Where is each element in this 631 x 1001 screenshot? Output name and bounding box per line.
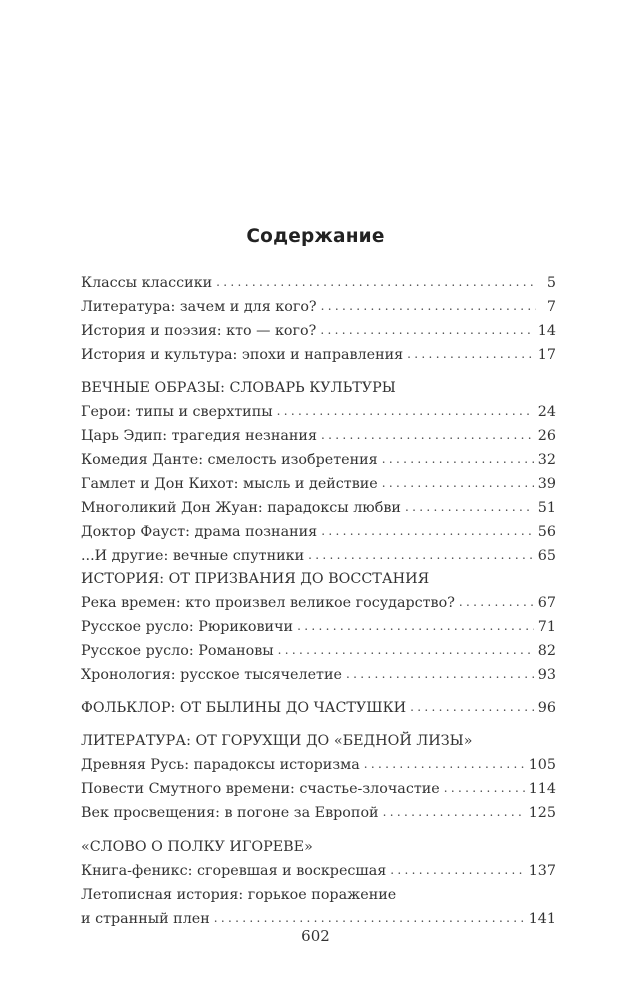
- toc-entry-label: Древняя Русь: парадоксы историзма: [81, 757, 360, 773]
- toc-entry[interactable]: [81, 344, 556, 366]
- dot-leader: [320, 319, 533, 341]
- dot-leader: [308, 544, 534, 566]
- dot-leader: [390, 859, 524, 881]
- toc-entry-label: и странный плен: [81, 911, 210, 927]
- dot-leader: [382, 472, 534, 494]
- dot-leader: [407, 343, 534, 365]
- toc-entry[interactable]: [81, 778, 556, 800]
- toc-entry[interactable]: [81, 664, 556, 686]
- dot-leader: [346, 663, 534, 685]
- toc-entry-label: Хронология: русское тысячелетие: [81, 667, 342, 683]
- toc-entry-label: Гамлет и Дон Кихот: мысль и действие: [81, 476, 378, 492]
- toc-entry-page: 51: [537, 500, 556, 516]
- toc-entry[interactable]: [81, 473, 556, 495]
- toc-entry-label: История и поэзия: кто — кого?: [81, 323, 317, 339]
- toc-entry[interactable]: [81, 320, 556, 342]
- dot-leader: [383, 801, 525, 823]
- toc-entry-label: Литература: зачем и для кого?: [81, 299, 317, 315]
- toc-entry-label: Комедия Данте: смелость изобретения: [81, 452, 378, 468]
- toc-entry-label: Русское русло: Рюриковичи: [81, 619, 294, 635]
- toc-entry-label: Многоликий Дон Жуан: парадоксы любви: [81, 500, 401, 516]
- toc-entry[interactable]: [81, 449, 556, 471]
- dot-leader: [278, 639, 534, 661]
- toc-entry-label: Книга-феникс: сгоревшая и воскресшая: [81, 863, 387, 879]
- dot-leader: [382, 448, 534, 470]
- toc-entry-page: 65: [537, 548, 556, 564]
- toc-entry-page: 56: [537, 524, 556, 540]
- toc-entry-label: Русское русло: Романовы: [81, 643, 274, 659]
- section-heading[interactable]: «СЛОВО О ПОЛКУ ИГОРЕВЕ»: [81, 839, 313, 855]
- dot-leader: [277, 400, 534, 422]
- toc-entry-label: Доктор Фауст: драма познания: [81, 524, 318, 540]
- toc-entry[interactable]: [81, 401, 556, 423]
- toc-entry-label-line1[interactable]: Летописная история: горькое поражение: [81, 887, 397, 903]
- toc-entry-page: 39: [537, 476, 556, 492]
- toc-section-entry[interactable]: [81, 697, 556, 719]
- dot-leader: [410, 696, 534, 718]
- dot-leader: [459, 591, 534, 613]
- dot-leader: [321, 295, 536, 317]
- toc-entry-page: 141: [528, 911, 556, 927]
- toc-entry-page: 26: [537, 428, 556, 444]
- toc-entry-label: Царь Эдип: трагедия незнания: [81, 428, 317, 444]
- toc-entry[interactable]: [81, 521, 556, 543]
- dot-leader: [216, 271, 536, 293]
- toc-entry-label: Река времен: кто произвел великое государство?: [81, 595, 455, 611]
- toc-entry-label: ...И другие: вечные спутники: [81, 548, 305, 564]
- toc-entry-page: 125: [528, 805, 556, 821]
- toc-entry[interactable]: [81, 860, 556, 882]
- dot-leader: [364, 753, 525, 775]
- section-heading[interactable]: ВЕЧНЫЕ ОБРАЗЫ: СЛОВАРЬ КУЛЬТУРЫ: [81, 380, 396, 396]
- dot-leader: [321, 520, 534, 542]
- toc-entry-label: Классы классики: [81, 275, 213, 291]
- toc-entry[interactable]: [81, 296, 556, 318]
- dot-leader: [297, 615, 534, 637]
- toc-entry-page: 7: [546, 299, 556, 315]
- toc-entry-page: 93: [537, 667, 556, 683]
- toc-entry[interactable]: [81, 592, 556, 614]
- dot-leader: [214, 907, 525, 929]
- section-heading[interactable]: ЛИТЕРАТУРА: ОТ ГОРУХЩИ ДО «БЕДНОЙ ЛИЗЫ»: [81, 733, 473, 749]
- toc-entry-page: 17: [537, 347, 556, 363]
- toc-entry[interactable]: [81, 545, 556, 567]
- toc-entry-label: Век просвещения: в погоне за Европой: [81, 805, 379, 821]
- toc-entry[interactable]: [81, 616, 556, 638]
- toc-entry-page: 67: [537, 595, 556, 611]
- toc-entry[interactable]: [81, 497, 556, 519]
- toc-entry[interactable]: [81, 425, 556, 447]
- toc-entry-label: ФОЛЬКЛОР: ОТ БЫЛИНЫ ДО ЧАСТУШКИ: [81, 700, 407, 716]
- dot-leader: [444, 777, 525, 799]
- toc-entry-page: 32: [537, 452, 556, 468]
- toc-entry-page: 24: [537, 404, 556, 420]
- page-number: 602: [301, 927, 330, 945]
- toc-entry-page: 82: [537, 643, 556, 659]
- toc-entry[interactable]: [81, 272, 556, 294]
- toc-entry-page: 5: [546, 275, 556, 291]
- toc-entry-page: 137: [528, 863, 556, 879]
- page-title: Содержание: [246, 226, 385, 247]
- toc-entry[interactable]: [81, 640, 556, 662]
- dot-leader: [321, 424, 534, 446]
- toc-entry-label: Повести Смутного времени: счастье-злочастие: [81, 781, 440, 797]
- toc-entry-page: 71: [537, 619, 556, 635]
- toc-entry-page: 105: [528, 757, 556, 773]
- toc-entry-page: 114: [528, 781, 556, 797]
- toc-entry[interactable]: [81, 754, 556, 776]
- toc-entry-label: Герои: типы и сверхтипы: [81, 404, 273, 420]
- toc-entry[interactable]: [81, 802, 556, 824]
- toc-entry-page: 14: [537, 323, 556, 339]
- dot-leader: [405, 496, 534, 518]
- toc-entry-label: История и культура: эпохи и направления: [81, 347, 404, 363]
- section-heading[interactable]: ИСТОРИЯ: ОТ ПРИЗВАНИЯ ДО ВОССТАНИЯ: [81, 571, 430, 587]
- toc-entry-page: 96: [537, 700, 556, 716]
